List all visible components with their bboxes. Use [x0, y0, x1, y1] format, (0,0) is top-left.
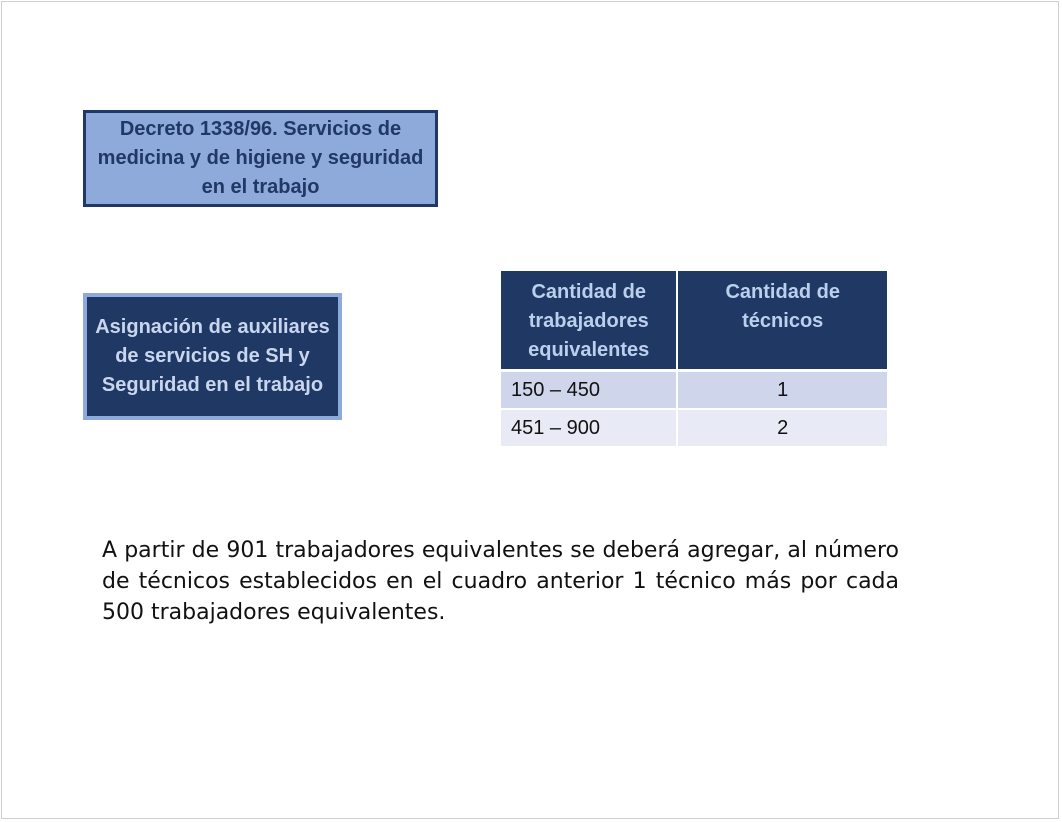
- assignment-text: Asignación de auxiliares de servicios de SH y Seguridad en el trabajo: [95, 316, 330, 396]
- assignment-box: [83, 293, 342, 420]
- header-technicians: Cantidad de técnicos: [677, 271, 887, 371]
- technicians-table-container: [501, 271, 887, 448]
- header-workers: Cantidad de trabajadores equivalentes: [501, 271, 677, 371]
- note-paragraph: A partir de 901 trabajadores equivalentes se deberá agregar, al número de técnicos establecidos en el cuadro anterior 1 técnico más por cada 500 trabajadores equivalentes.: [102, 538, 899, 625]
- slide: [1, 1, 1059, 819]
- table-row: [501, 371, 887, 410]
- decree-title-box: [83, 110, 438, 207]
- cell-workers-range: 451 – 900: [501, 409, 677, 447]
- cell-workers-range: 150 – 450: [501, 371, 677, 410]
- technicians-table: [501, 271, 887, 448]
- decree-title-text: Decreto 1338/96. Servicios de medicina y de higiene y seguridad en el trabajo: [97, 118, 424, 198]
- cell-technicians-count: 2: [677, 409, 887, 447]
- table-header-row: [501, 271, 887, 371]
- table-row: [501, 409, 887, 447]
- cell-technicians-count: 1: [677, 371, 887, 410]
